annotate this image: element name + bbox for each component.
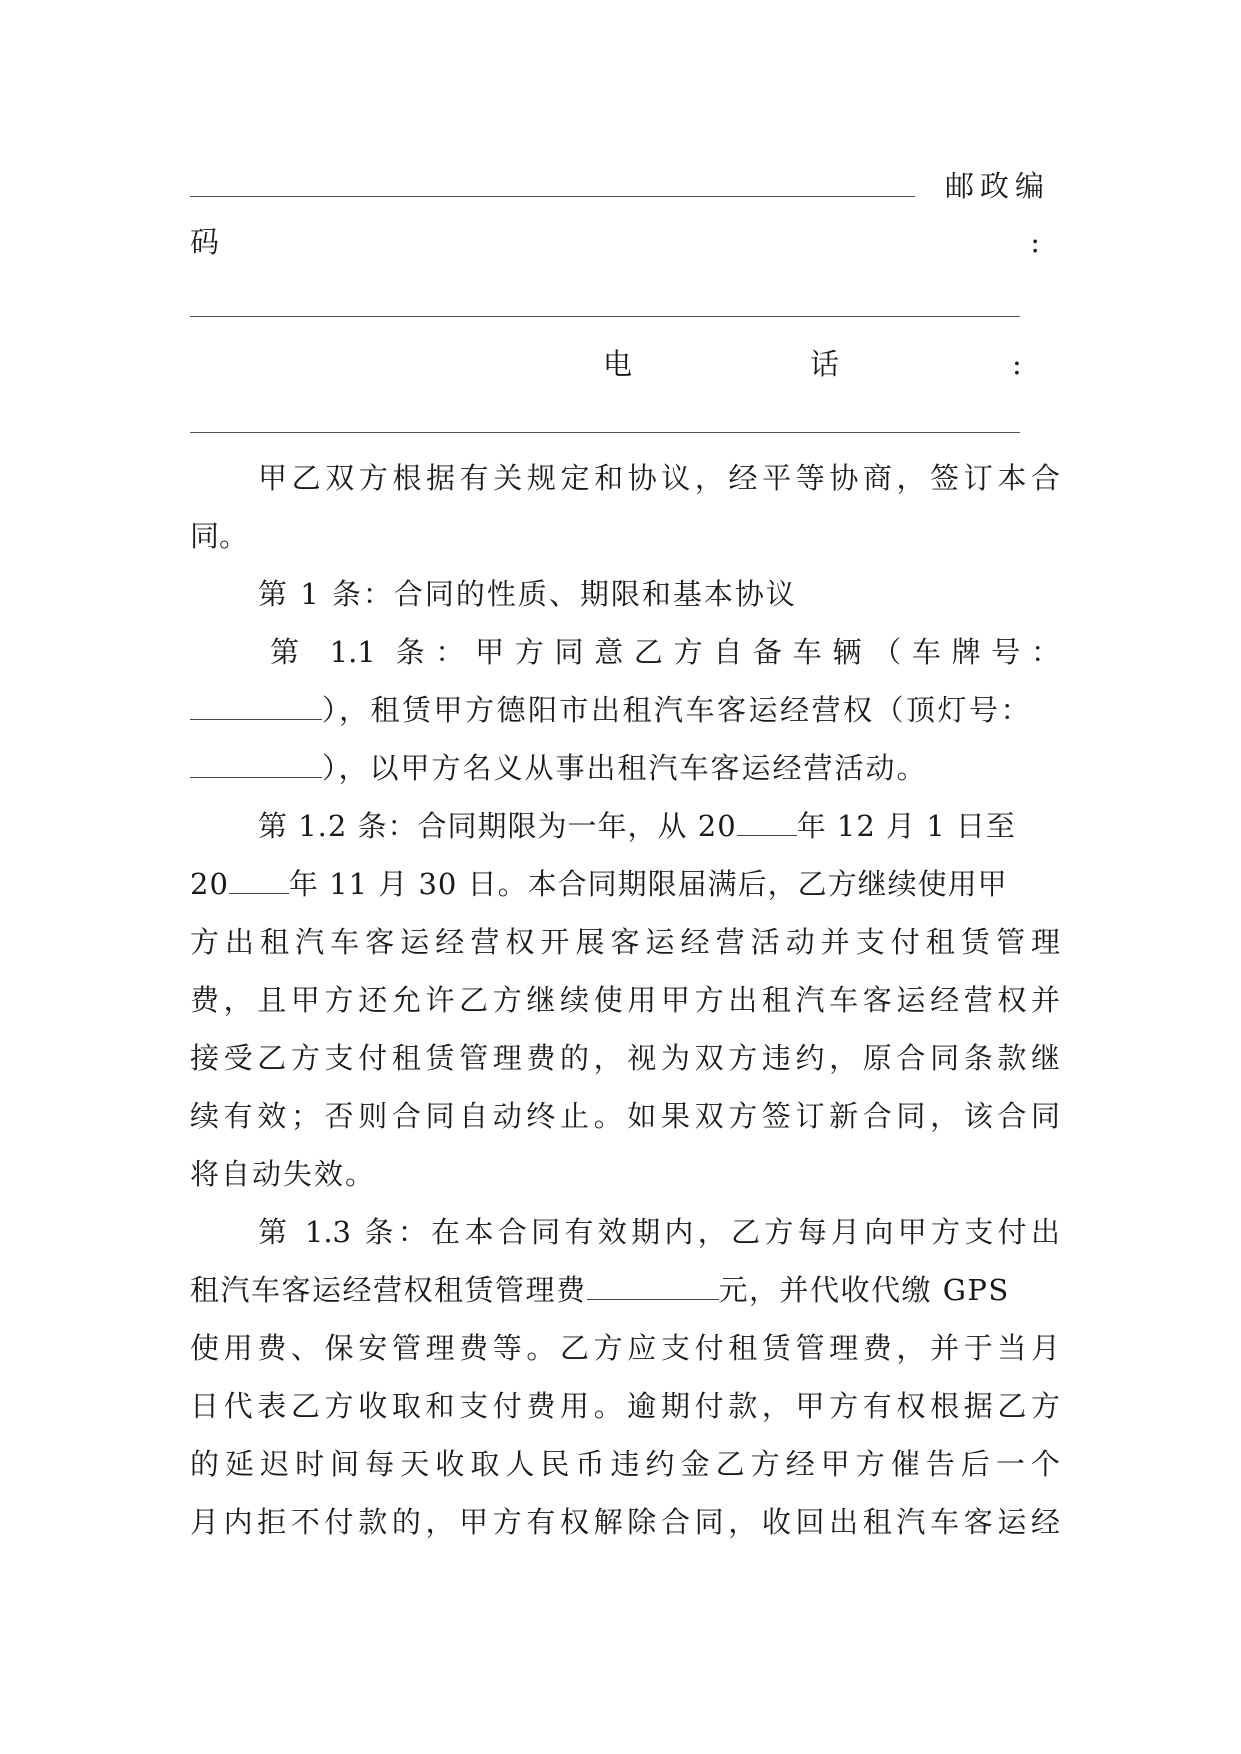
postal-label-tail: 码 <box>190 225 220 259</box>
clause-1-2-line-5: 接受乙方支付租赁管理费的，视为双方违约，原合同条款继 <box>190 1041 1060 1075</box>
postal-blank-line <box>190 316 1020 317</box>
clause-1-2-start: 第 1.2 条：合同期限为一年，从 20 <box>258 809 737 843</box>
start-year-blank <box>737 807 797 836</box>
intro-line-1: 甲乙双方根据有关规定和协议，经平等协商，签订本合 <box>258 461 1060 495</box>
clause-1-2-line-3: 方出租汽车客运经营权开展客运经营活动并支付租赁管理 <box>190 925 1060 959</box>
clause-1-3-line-4: 日代表乙方收取和支付费用。逾期付款，甲方有权根据乙方 <box>190 1389 1060 1423</box>
clause-1-1-line-1: 第 1.1 条：甲方同意乙方自备车辆（车牌号： <box>270 635 1060 669</box>
article-1-heading: 第 1 条：合同的性质、期限和基本协议 <box>258 577 797 611</box>
clause-1-3-line-3: 使用费、保安管理费等。乙方应支付租赁管理费，并于当月 <box>190 1331 1060 1365</box>
postal-label-head: 邮政编 <box>945 169 1051 203</box>
clause-1-1-line-2 <box>190 690 1080 730</box>
clause-1-3-fee-unit: 元，并代收代缴 GPS <box>718 1273 1010 1307</box>
clause-1-3-line-1: 第 1.3 条：在本合同有效期内，乙方每月向甲方支付出 <box>258 1215 1060 1249</box>
fee-amount-blank <box>587 1271 719 1300</box>
clause-1-3-line-5: 的延迟时间每天收取人民币违约金乙方经甲方催告后一个 <box>190 1447 1060 1481</box>
clause-1-2-end-text: 年 11 月 30 日。本合同期限届满后，乙方继续使用甲 <box>288 867 1008 901</box>
clause-1-2-end-century: 20 <box>190 867 229 901</box>
end-year-blank <box>229 865 289 894</box>
intro-line-2: 同。 <box>190 519 249 553</box>
plate-number-blank <box>190 691 322 720</box>
clause-1-2-start-date: 年 12 月 1 日至 <box>796 809 1016 843</box>
clause-1-2-line-2 <box>190 864 1060 904</box>
postal-colon: : <box>1030 225 1040 259</box>
clause-1-2-line-4: 费，且甲方还允许乙方继续使用甲方出租汽车客运经营权并 <box>190 983 1060 1017</box>
phone-char-2: 话 <box>810 347 840 381</box>
clause-1-2-line-6: 续有效；否则合同自动终止。如果双方签订新合同，该合同 <box>190 1099 1060 1133</box>
clause-1-1-line-3 <box>190 748 1060 788</box>
postal-label-tail-row <box>190 222 1060 262</box>
clause-1-2-line-1 <box>258 806 1060 846</box>
clause-1-3-line-2 <box>190 1270 1060 1310</box>
clause-1-1-line-3-text: ），以甲方名义从事出租汽车客运经营活动。 <box>322 751 928 785</box>
phone-char-1: 电 <box>603 347 633 381</box>
clause-1-2-line-7: 将自动失效。 <box>190 1157 377 1191</box>
clause-1-1-line-2-text: ），租赁甲方德阳市出租汽车客运经营权（顶灯号： <box>322 693 1033 727</box>
phone-colon: : <box>1012 347 1022 381</box>
phone-row <box>190 344 1060 384</box>
toplight-number-blank <box>190 749 322 778</box>
address-blank-line <box>190 196 915 197</box>
clause-1-3-line-6: 月内拒不付款的，甲方有权解除合同，收回出租汽车客运经 <box>190 1505 1060 1539</box>
clause-1-3-fee-label: 租汽车客运经营权租赁管理费 <box>190 1273 587 1307</box>
phone-blank-line <box>190 432 1020 433</box>
